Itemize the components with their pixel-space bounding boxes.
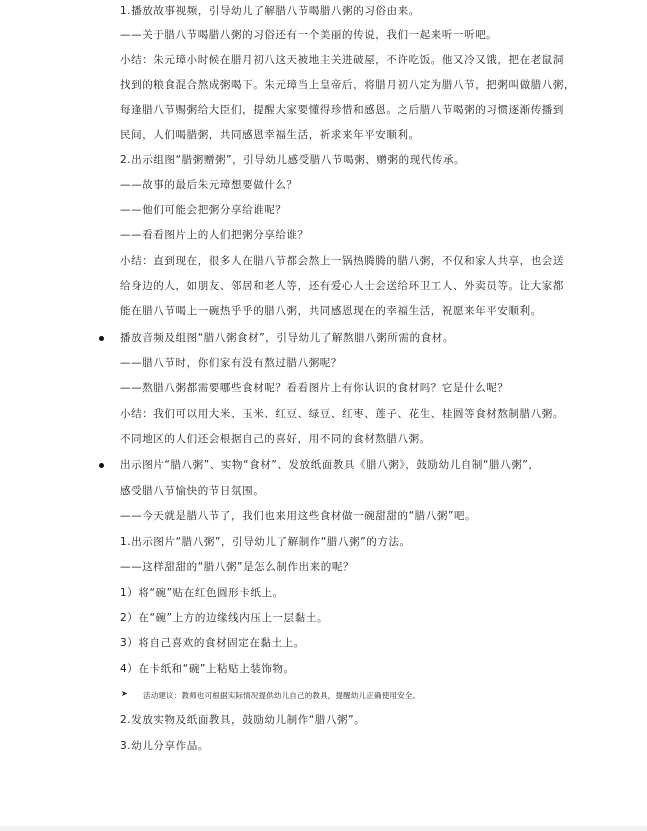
text-line: ——他们可能会把粥分享给谁呢？ — [120, 204, 287, 216]
text-line: 3.幼儿分享作品。 — [120, 740, 209, 752]
bullet-icon — [99, 463, 104, 468]
text-line: ——熬腊八粥都需要哪些食材呢？看看图片上有你认识的食材吗？它是什么呢？ — [120, 382, 509, 394]
text-line: 3）将自己喜欢的食材固定在黏土上。 — [120, 637, 305, 649]
activity-note: 活动建议：教师也可根据实际情况提供幼儿自己的教具，提醒幼儿正确使用安全。 — [143, 691, 421, 700]
text-line: ——看看图片上的人们把粥分享给谁？ — [120, 229, 309, 241]
text-line: 给身边的人，如朋友、邻居和老人等，还有爱心人士会送给环卫工人、外卖员等。让大家都 — [120, 280, 564, 292]
text-line: 每逢腊八节赐粥给大臣们，提醒大家要懂得珍惜和感恩。之后腊八节喝粥的习惯逐渐传播到 — [120, 104, 564, 116]
arrow-bullet-icon: ➤ — [121, 689, 128, 698]
text-line: ——关于腊八节喝腊八粥的习俗还有一个美丽的传说，我们一起来听一听吧。 — [120, 29, 498, 41]
text-line: 1.出示图片“腊八粥”，引导幼儿了解制作“腊八粥”的方法。 — [120, 536, 411, 548]
text-line: 1）将“碗”贴在红色圆形卡纸上。 — [120, 587, 284, 599]
text-line: ——这样甜甜的“腊八粥”是怎么制作出来的呢？ — [120, 561, 355, 573]
text-line: 播放音频及组图“腊八粥食材”，引导幼儿了解熬腊八粥所需的食材。 — [120, 332, 454, 344]
text-line: 民间，人们喝腊粥，共同感恩幸福生活，祈求来年平安顺利。 — [120, 129, 420, 141]
text-line: 找到的粮食混合熬成粥喝下。朱元璋当上皇帝后，将腊月初八定为腊八节，把粥叫做腊八粥， — [120, 79, 576, 91]
text-line: ——腊八节时，你们家有没有熬过腊八粥呢？ — [120, 357, 342, 369]
text-line: 感受腊八节愉快的节日氛围。 — [120, 485, 265, 497]
text-line: 小结：朱元璋小时候在腊月初八这天被地主关进破屋，不许吃饭。他又冷又饿，把在老鼠洞 — [120, 54, 564, 66]
text-line: 2.出示组图“腊粥赠粥”，引导幼儿感受腊八节喝粥、赠粥的现代传承。 — [120, 154, 466, 166]
text-line: ——今天就是腊八节了，我们也来用这些食材做一碗甜甜的“腊八粥”吧。 — [120, 510, 477, 522]
text-line: 能在腊八节喝上一碗热乎乎的腊八粥，共同感恩现在的幸福生活，祝愿来年平安顺利。 — [120, 305, 542, 317]
text-line: 2）在“碗”上方的边缘线内压上一层黏土。 — [120, 612, 329, 624]
text-line: 出示图片“腊八粥”、实物“食材”、发放纸面教具《腊八粥》，鼓励幼儿自制“腊八粥”， — [120, 459, 540, 471]
page-bottom-edge — [0, 826, 647, 831]
text-line: 1.播放故事视频，引导幼儿了解腊八节喝腊八粥的习俗由来。 — [120, 5, 420, 17]
bullet-icon — [99, 336, 104, 341]
text-line: 小结：直到现在，很多人在腊八节都会熬上一锅热腾腾的腊八粥，不仅和家人共享，也会送 — [120, 255, 564, 267]
text-line: 小结：我们可以用大米、玉米、红豆、绿豆、红枣、莲子、花生、桂圆等食材熬制腊八粥。 — [120, 408, 564, 420]
text-line: ——故事的最后朱元璋想要做什么？ — [120, 179, 298, 191]
text-line: 不同地区的人们还会根据自己的喜好，用不同的食材熬腊八粥。 — [120, 433, 431, 445]
text-line: 4）在卡纸和“碗”上粘贴上装饰物。 — [120, 663, 295, 675]
text-line: 2.发放实物及纸面教具，鼓励幼儿制作“腊八粥”。 — [120, 714, 366, 726]
